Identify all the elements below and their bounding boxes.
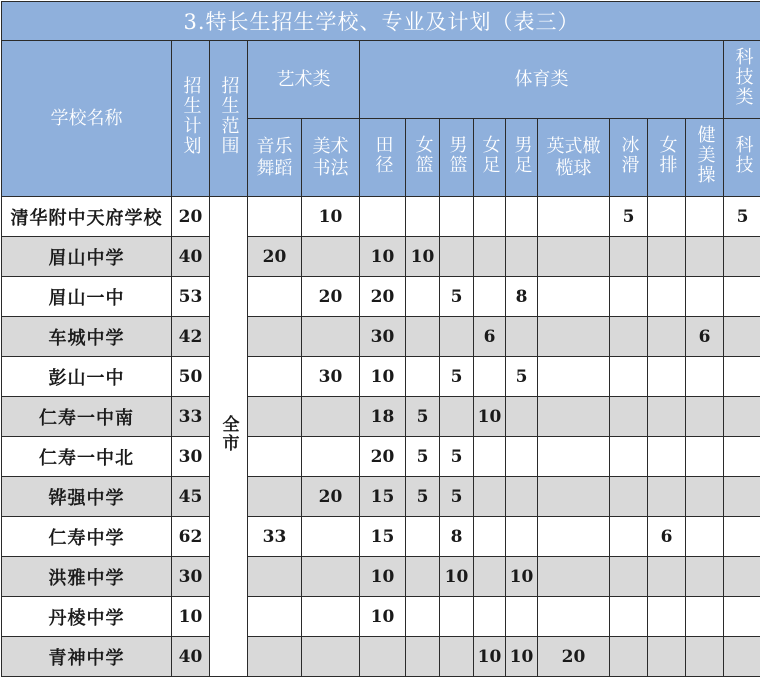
quota-cell: 33 (248, 517, 302, 557)
header-m-football (506, 119, 538, 197)
header-track-label: 田径 (372, 135, 394, 175)
table-row (2, 437, 760, 477)
header-tech-category-label: 科技类 (732, 47, 754, 107)
quota-cell: 6 (648, 517, 686, 557)
quota-cell (538, 437, 610, 477)
quota-cell: 10 (360, 557, 406, 597)
quota-cell (248, 437, 302, 477)
quota-cell (610, 237, 648, 277)
quota-cell (648, 437, 686, 477)
quota-cell (406, 517, 440, 557)
school-name-cell: 眉山一中 (2, 277, 172, 317)
quota-cell (360, 637, 406, 677)
quota-cell (686, 517, 724, 557)
quota-cell (724, 517, 760, 557)
quota-cell: 10 (474, 637, 506, 677)
quota-cell (248, 317, 302, 357)
quota-cell (474, 517, 506, 557)
scope-cell (210, 197, 248, 677)
quota-cell (724, 437, 760, 477)
table-row (2, 357, 760, 397)
quota-cell (440, 397, 474, 437)
quota-cell (248, 397, 302, 437)
header-scope-label: 招生范围 (218, 76, 240, 156)
quota-cell (474, 197, 506, 237)
quota-cell: 10 (440, 557, 474, 597)
quota-cell (648, 357, 686, 397)
quota-cell (406, 317, 440, 357)
quota-cell: 10 (360, 237, 406, 277)
header-fine-arts-label: 美术书法 (311, 136, 351, 180)
quota-cell: 10 (360, 357, 406, 397)
quota-cell (538, 557, 610, 597)
header-m-basketball (440, 119, 474, 197)
school-name-cell: 洪雅中学 (2, 557, 172, 597)
header-plan (172, 41, 210, 197)
quota-cell (302, 517, 360, 557)
quota-cell: 10 (474, 397, 506, 437)
quota-cell (360, 197, 406, 237)
quota-cell (248, 557, 302, 597)
admission-plan-table (1, 1, 760, 677)
header-music-dance (248, 119, 302, 197)
quota-cell: 15 (360, 477, 406, 517)
table-row (2, 517, 760, 557)
header-music-dance-label: 音乐舞蹈 (255, 136, 295, 180)
quota-cell: 20 (360, 277, 406, 317)
quota-cell: 5 (440, 277, 474, 317)
quota-cell (406, 357, 440, 397)
quota-cell (302, 397, 360, 437)
table-title: 3.特长生招生学校、专业及计划（表三） (2, 2, 760, 41)
quota-cell: 5 (440, 477, 474, 517)
quota-cell: 5 (406, 437, 440, 477)
quota-cell (648, 397, 686, 437)
plan-cell: 40 (172, 237, 210, 277)
quota-cell: 30 (302, 357, 360, 397)
header-tech-category (724, 41, 760, 119)
quota-cell (474, 437, 506, 477)
quota-cell (686, 397, 724, 437)
quota-cell: 5 (610, 197, 648, 237)
quota-cell: 8 (506, 277, 538, 317)
table-row (2, 477, 760, 517)
header-school-name (2, 41, 172, 197)
quota-cell (610, 637, 648, 677)
school-name-cell: 清华附中天府学校 (2, 197, 172, 237)
quota-cell (248, 357, 302, 397)
school-name-cell: 仁寿中学 (2, 517, 172, 557)
quota-cell (648, 637, 686, 677)
header-aerobics-label: 健美操 (694, 125, 716, 185)
quota-cell: 5 (440, 437, 474, 477)
quota-cell (686, 437, 724, 477)
header-rugby (538, 119, 610, 197)
plan-cell: 10 (172, 597, 210, 637)
header-fine-arts (302, 119, 360, 197)
header-w-football-label: 女足 (479, 135, 501, 175)
plan-cell: 45 (172, 477, 210, 517)
header-w-volleyball (648, 119, 686, 197)
quota-cell (610, 517, 648, 557)
quota-cell (610, 437, 648, 477)
quota-cell (506, 317, 538, 357)
table-row (2, 277, 760, 317)
quota-cell (506, 437, 538, 477)
quota-cell: 10 (360, 597, 406, 637)
quota-cell (724, 557, 760, 597)
quota-cell (506, 397, 538, 437)
quota-cell (538, 397, 610, 437)
quota-cell (248, 597, 302, 637)
quota-cell (610, 477, 648, 517)
header-w-volleyball-label: 女排 (656, 135, 678, 175)
school-name-cell: 青神中学 (2, 637, 172, 677)
plan-cell: 30 (172, 437, 210, 477)
school-name-cell: 铧强中学 (2, 477, 172, 517)
table-row (2, 597, 760, 637)
quota-cell (724, 357, 760, 397)
quota-cell (648, 477, 686, 517)
plan-cell: 40 (172, 637, 210, 677)
plan-cell: 42 (172, 317, 210, 357)
plan-cell: 53 (172, 277, 210, 317)
quota-cell: 20 (302, 477, 360, 517)
header-sports-category: 体育类 (360, 41, 724, 119)
quota-cell: 10 (506, 637, 538, 677)
quota-cell: 20 (538, 637, 610, 677)
school-name-cell: 仁寿一中南 (2, 397, 172, 437)
quota-cell (302, 237, 360, 277)
quota-cell: 20 (302, 277, 360, 317)
plan-cell: 33 (172, 397, 210, 437)
quota-cell: 10 (406, 237, 440, 277)
quota-cell: 20 (360, 437, 406, 477)
quota-cell (610, 277, 648, 317)
quota-cell (538, 517, 610, 557)
header-w-basketball (406, 119, 440, 197)
header-tech-label: 科技 (732, 135, 754, 175)
quota-cell (686, 197, 724, 237)
header-plan-label: 招生计划 (180, 76, 202, 156)
quota-cell (724, 597, 760, 637)
quota-cell (538, 357, 610, 397)
quota-cell (440, 197, 474, 237)
quota-cell (474, 557, 506, 597)
plan-cell: 62 (172, 517, 210, 557)
quota-cell (474, 597, 506, 637)
table-row (2, 397, 760, 437)
quota-cell (686, 237, 724, 277)
quota-cell (538, 597, 610, 637)
quota-cell (302, 637, 360, 677)
school-name-cell: 丹棱中学 (2, 597, 172, 637)
quota-cell: 30 (360, 317, 406, 357)
quota-cell: 10 (302, 197, 360, 237)
header-tech (724, 119, 760, 197)
quota-cell (610, 597, 648, 637)
quota-cell (440, 597, 474, 637)
table-row (2, 557, 760, 597)
header-track (360, 119, 406, 197)
quota-cell (538, 477, 610, 517)
quota-cell: 10 (506, 557, 538, 597)
quota-cell (406, 557, 440, 597)
quota-cell: 8 (440, 517, 474, 557)
quota-cell (248, 477, 302, 517)
header-m-football-label: 男足 (511, 135, 533, 175)
quota-cell (686, 637, 724, 677)
header-scope (210, 41, 248, 197)
quota-cell (538, 277, 610, 317)
quota-cell (248, 637, 302, 677)
quota-cell: 20 (248, 237, 302, 277)
table-row (2, 237, 760, 277)
quota-cell (610, 557, 648, 597)
plan-cell: 20 (172, 197, 210, 237)
quota-cell (474, 237, 506, 277)
quota-cell (686, 277, 724, 317)
quota-cell (506, 477, 538, 517)
quota-cell (538, 317, 610, 357)
quota-cell (440, 637, 474, 677)
plan-cell: 30 (172, 557, 210, 597)
table-row (2, 637, 760, 677)
scope-value: 全市 (218, 415, 240, 453)
quota-cell (302, 597, 360, 637)
quota-cell (648, 597, 686, 637)
quota-cell (724, 397, 760, 437)
quota-cell (724, 237, 760, 277)
quota-cell (302, 317, 360, 357)
school-name-cell: 彭山一中 (2, 357, 172, 397)
quota-cell (406, 597, 440, 637)
quota-cell (248, 197, 302, 237)
quota-cell (648, 317, 686, 357)
quota-cell (648, 557, 686, 597)
quota-cell (686, 557, 724, 597)
quota-cell (686, 357, 724, 397)
school-name-cell: 车城中学 (2, 317, 172, 357)
quota-cell (406, 197, 440, 237)
quota-cell: 6 (474, 317, 506, 357)
quota-cell (506, 517, 538, 557)
quota-cell (506, 237, 538, 277)
quota-cell (474, 357, 506, 397)
quota-cell (610, 317, 648, 357)
quota-cell (724, 277, 760, 317)
quota-cell: 5 (724, 197, 760, 237)
quota-cell (506, 197, 538, 237)
plan-cell: 50 (172, 357, 210, 397)
quota-cell (248, 277, 302, 317)
quota-cell (406, 637, 440, 677)
quota-cell (474, 477, 506, 517)
quota-cell (724, 317, 760, 357)
quota-cell (506, 597, 538, 637)
quota-cell (440, 317, 474, 357)
header-art-category: 艺术类 (248, 41, 360, 119)
quota-cell: 6 (686, 317, 724, 357)
header-aerobics (686, 119, 724, 197)
quota-cell: 5 (440, 357, 474, 397)
header-skating-label: 冰滑 (618, 135, 640, 175)
header-skating (610, 119, 648, 197)
quota-cell (302, 557, 360, 597)
table-row (2, 197, 760, 237)
quota-cell (648, 277, 686, 317)
quota-cell (538, 237, 610, 277)
quota-cell: 15 (360, 517, 406, 557)
header-school-name-label: 学校名称 (51, 108, 123, 129)
quota-cell (538, 197, 610, 237)
quota-cell (648, 237, 686, 277)
quota-cell (724, 477, 760, 517)
header-m-basketball-label: 男篮 (446, 135, 468, 175)
quota-cell (724, 637, 760, 677)
header-w-football (474, 119, 506, 197)
school-name-cell: 眉山中学 (2, 237, 172, 277)
quota-cell: 18 (360, 397, 406, 437)
quota-cell (686, 477, 724, 517)
table-row (2, 317, 760, 357)
quota-cell (686, 597, 724, 637)
quota-cell (648, 197, 686, 237)
quota-cell (610, 397, 648, 437)
quota-cell (610, 357, 648, 397)
quota-cell (474, 277, 506, 317)
school-name-cell: 仁寿一中北 (2, 437, 172, 477)
quota-cell (406, 277, 440, 317)
quota-cell: 5 (406, 477, 440, 517)
quota-cell (440, 237, 474, 277)
header-rugby-label: 英式橄榄球 (545, 136, 603, 180)
quota-cell: 5 (506, 357, 538, 397)
quota-cell (302, 437, 360, 477)
header-w-basketball-label: 女篮 (412, 135, 434, 175)
quota-cell: 5 (406, 397, 440, 437)
